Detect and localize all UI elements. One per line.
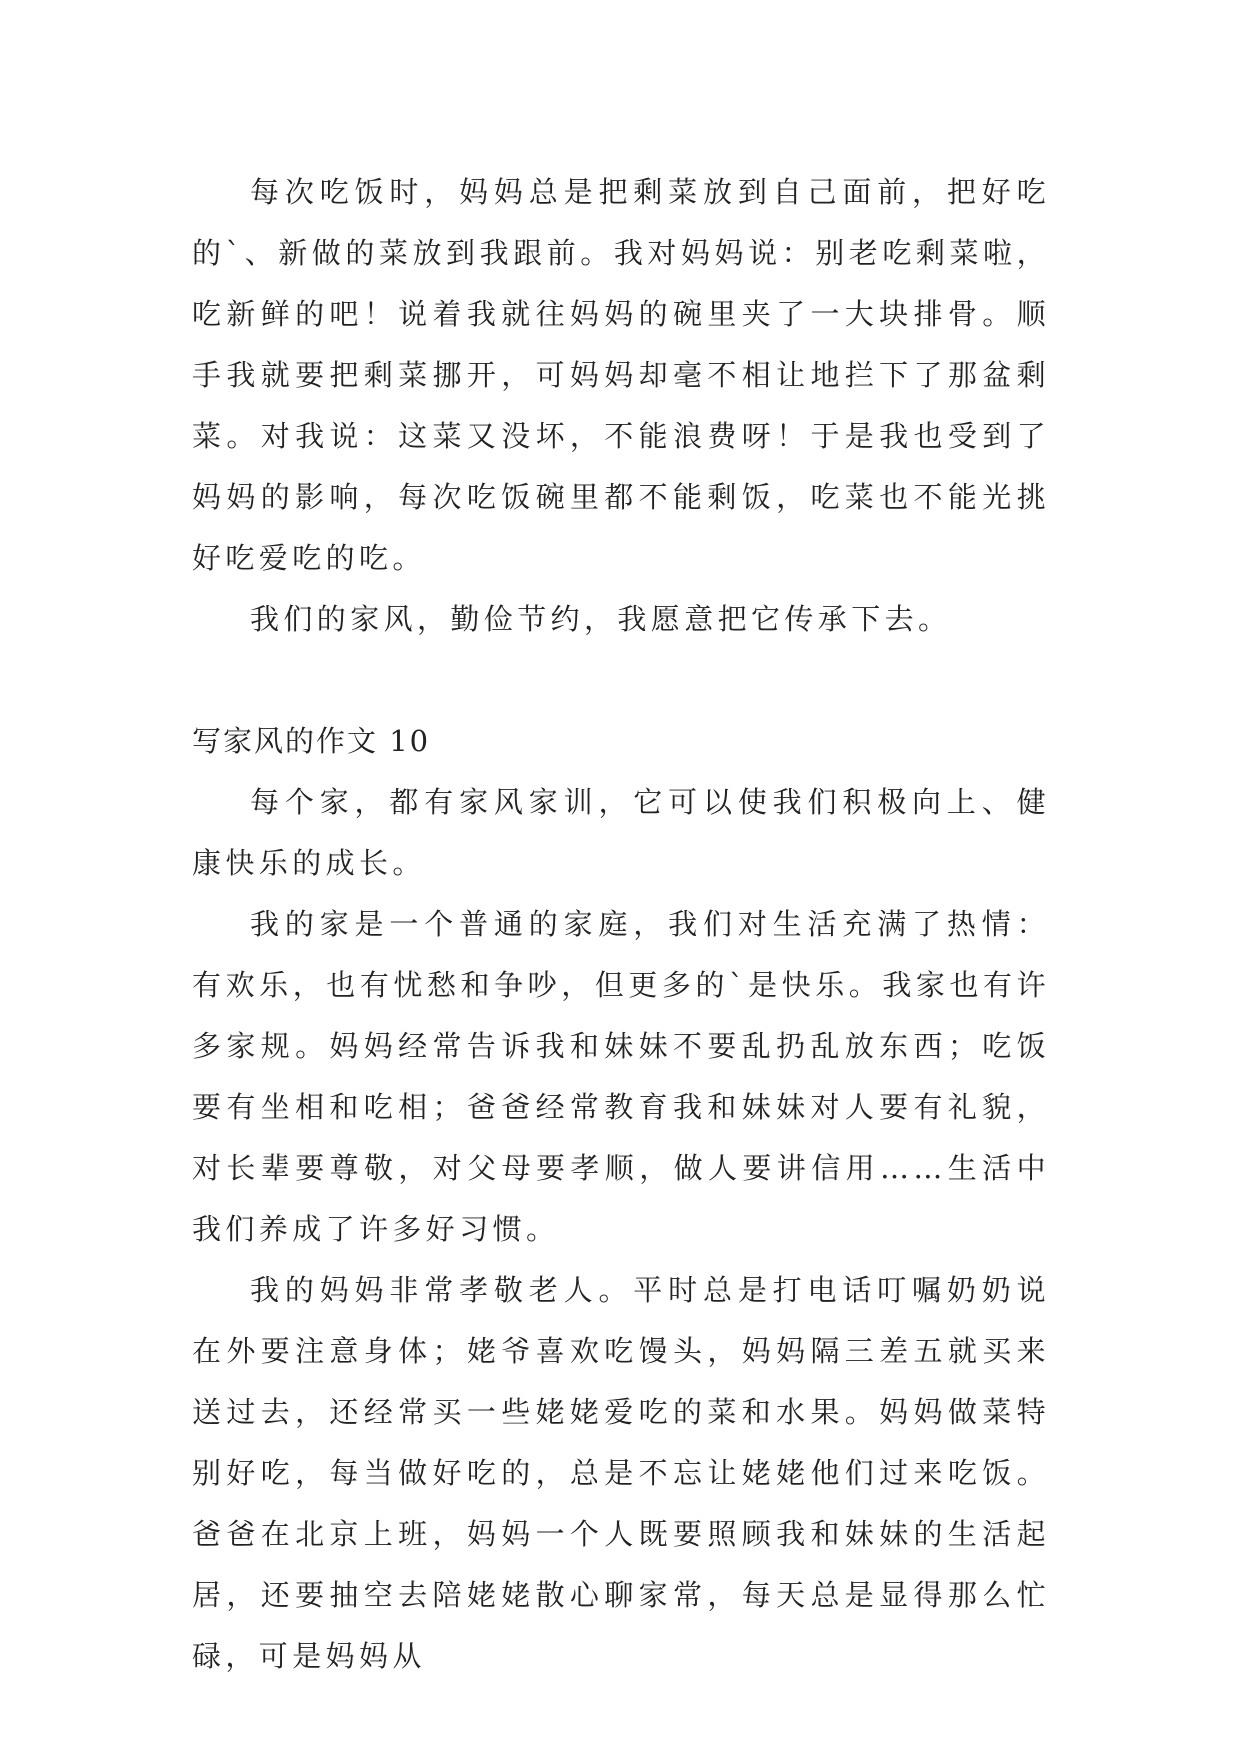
paragraph: 我的家是一个普通的家庭，我们对生活充满了热情：有欢乐，也有忧愁和争吵，但更多的`是快乐。我家也有许多家规。妈妈经常告诉我和妹妹不要乱扔乱放东西；吃饭要有坐相和吃相；爸爸经常教育我和妹妹对人要有礼貌，对长辈要尊敬，对父母要孝顺，做人要讲信用……生活中我们养成了许多好习惯。 (192, 907, 1050, 1246)
essay-heading: 写家风的作文 10 (192, 724, 431, 758)
paragraph: 每个家，都有家风家训，它可以使我们积极向上、健康快乐的成长。 (192, 785, 1050, 880)
paragraph: 每次吃饭时，妈妈总是把剩菜放到自己面前，把好吃的`、新做的菜放到我跟前。我对妈妈说：别老吃剩菜啦，吃新鲜的吧！说着我就往妈妈的碗里夹了一大块排骨。顺手我就要把剩菜挪开，可妈妈却毫不相让地拦下了那盆剩菜。对我说：这菜又没坏，不能浪费呀！于是我也受到了妈妈的影响，每次吃饭碗里都不能剩饭，吃菜也不能光挑好吃爱吃的吃。 (192, 175, 1050, 575)
document-body (192, 162, 1050, 1687)
paragraph: 我的妈妈非常孝敬老人。平时总是打电话叮嘱奶奶说在外要注意身体；姥爷喜欢吃馒头，妈妈隔三差五就买来送过去，还经常买一些姥姥爱吃的菜和水果。妈妈做菜特别好吃，每当做好吃的，总是不忘让姥姥他们过来吃饭。爸爸在北京上班，妈妈一个人既要照顾我和妹妹的生活起居，还要抽空去陪姥姥散心聊家常，每天总是显得那么忙碌，可是妈妈从 (192, 1273, 1050, 1673)
paragraph: 我们的家风，勤俭节约，我愿意把它传承下去。 (250, 602, 952, 636)
